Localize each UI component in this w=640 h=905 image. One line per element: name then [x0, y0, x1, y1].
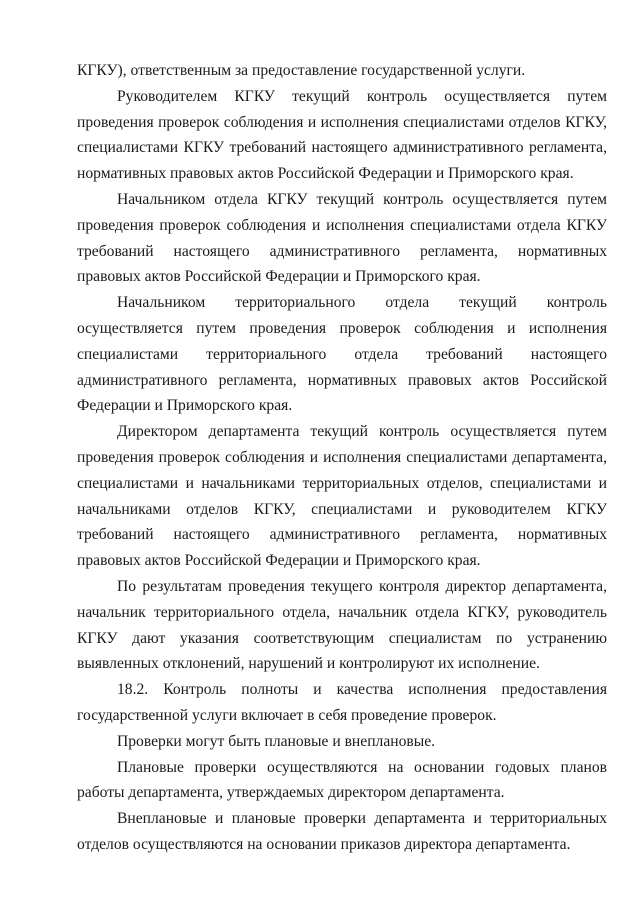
paragraph-section-18-2: 18.2. Контроль полноты и качества исполнения предоставления государственной услуги включает в себя проведение проверок. — [77, 681, 607, 724]
paragraph-control-results: По результатам проведения текущего контроля директор департамента, начальник территориального отдела, начальник отдела КГКУ, руководитель КГКУ дают указания соответствующим специалистам по устранению выявленных отклонений, нарушений и контролируют их исполнение. — [77, 577, 607, 673]
paragraph-continuation: КГКУ), ответственным за предоставление государственной услуги. — [77, 62, 526, 79]
paragraph-inspection-types: Проверки могут быть плановые и внеплановые. — [117, 732, 436, 750]
paragraph-kgku-department-head-control: Начальником отдела КГКУ текущий контроль осуществляется путем проведения проверок соблюдения и исполнения специалистами отдела КГКУ требований настоящего административного регламента, нормативных правовых актов Российской Федерации и Приморского края. — [77, 190, 607, 286]
paragraph-territorial-department-control: Начальником территориального отдела текущий контроль осуществляется путем проведения проверок соблюдения и исполнения специалистами территориального отдела требований настоящего административного регламента, нормативных правовых актов Российской Федерации и Приморского края. — [77, 294, 607, 415]
paragraph-planned-inspections: Плановые проверки осуществляются на основании годовых планов работы департамента, утверждаемых директором департамента. — [77, 758, 607, 802]
paragraph-unplanned-inspections: Внеплановые и плановые проверки департамента и территориальных отделов осуществляются на основании приказов директора департамента. — [77, 810, 607, 853]
paragraph-kgku-head-control: Руководителем КГКУ текущий контроль осуществляется путем проведения проверок соблюдения и исполнения специалистами отделов КГКУ, специалистами КГКУ требований настоящего административного регламента, нормативных правовых актов Российской Федерации и Приморского края. — [77, 87, 607, 183]
paragraph-director-control: Директором департамента текущий контроль осуществляется путем проведения проверок соблюдения и исполнения специалистами департамента, специалистами и начальниками территориальных отделов, специалистами и начальниками отделов КГКУ, специалистами и руководителем КГКУ требований настоящего административного регламента, нормативных правовых актов Российской Федерации и Приморского края. — [77, 423, 607, 570]
document-body — [77, 58, 607, 858]
